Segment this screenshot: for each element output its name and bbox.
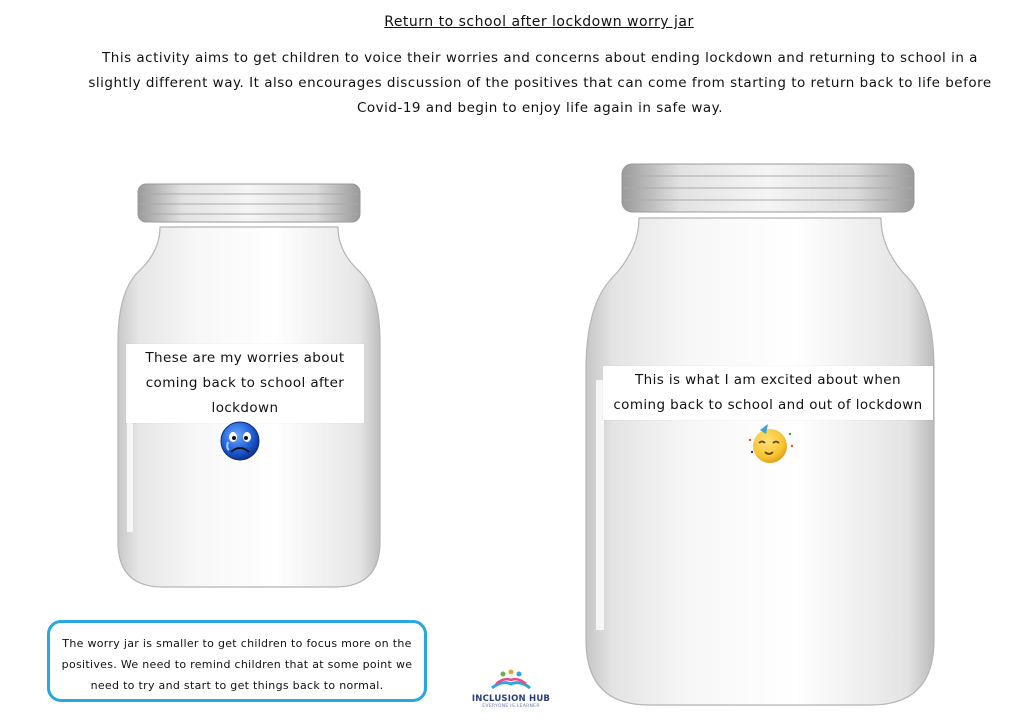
party-face-icon: [746, 422, 796, 470]
worry-jar-label: These are my worries about coming back to school after lockdown: [126, 344, 364, 423]
logo-icon: [488, 668, 534, 690]
inclusion-hub-logo: [466, 668, 556, 709]
sad-blue-face-icon: [219, 420, 261, 466]
note-box: The worry jar is smaller to get children to focus more on the positives. We need to remind children that at some point we need to try and start to get things back to normal.: [47, 620, 427, 702]
logo-tagline: EVERYONE IS LEARNER: [482, 704, 540, 709]
intro-paragraph: This activity aims to get children to voice their worries and concerns about ending lockdown and returning to school in a slightly different way. It also encourages discussion of the positives that can come from starting to return back to life before Covid-19 and begin to enjoy life again in safe way.: [88, 50, 992, 116]
page-title: Return to school after lockdown worry jar: [384, 14, 694, 30]
excited-jar-label: This is what I am excited about when coming back to school and out of lockdown: [603, 366, 933, 420]
logo-name: INCLUSION HUB: [471, 694, 551, 704]
